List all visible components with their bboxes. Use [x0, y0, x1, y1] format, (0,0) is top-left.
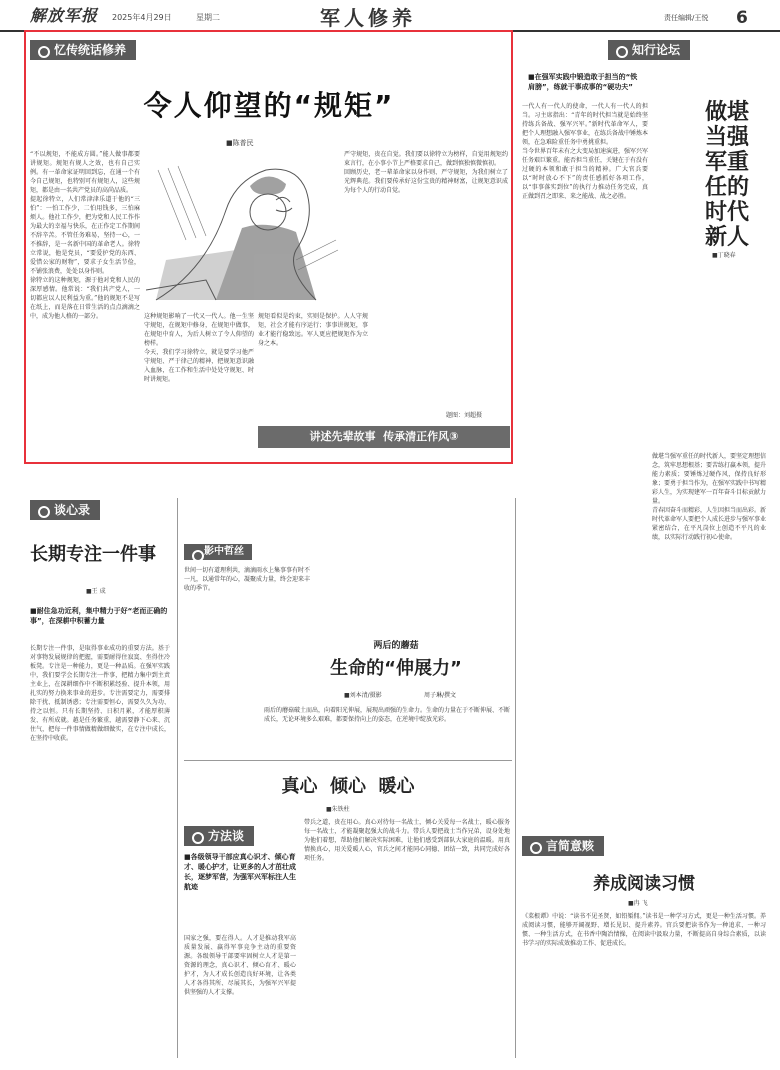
photo-title: 生命的“伸展力”	[330, 658, 462, 679]
feature-paragraph-6: 规矩看似是约束，实则是保护。人人守规矩，社会才能有序运行；事事讲规矩，事业才能行稳致远。军人更应把规矩作为立身之本。	[258, 313, 368, 347]
column-divider	[515, 498, 516, 1058]
feature-paragraph-2: 提起徐特立，人们常津津乐道于他的“三怕”：一怕工作少，二怕用钱多，三怕麻烦人。他社工作少，把为党和人民工作作为最大的幸福与快乐，在正作定工作期间不辞辛苦。不管任务难易，坚持一心，一不推辞，是一名新中国的革命老人。徐特立常说，他是党员，“要爱护党的东西、爱惜公家的财物”，要求子女生活节俭，不铺张浪费，处处以身作则。	[30, 196, 140, 275]
feature-title: 令人仰望的“规矩”	[143, 89, 395, 122]
forum-paragraph: 做堪当强军重任的时代新人，要坚定理想信念，筑牢思想根基；要苦练打赢本领，提升能力素质；要锤炼过硬作风，保持良好形象；要勇于担当作为，在强军实践中书写精彩人生，为实现建军一百年奋斗目标贡献力量。	[652, 453, 766, 505]
forum-title-line: 军重	[704, 150, 749, 175]
essay-body: 带兵之道，贵在用心。真心对待每一名战士，倾心关爱每一名战士，暖心服务每一名战士，才能凝聚起强大的战斗力。带兵人要把战士当作兄弟，设身处地为他们着想，帮助他们解决实际困难，让他们感受到部队大家庭的温暖。用真情换真心，用关爱暖人心，官兵之间才能同心同德、团结一致，共同完成好各项任务。	[304, 819, 510, 862]
talk-title: 长期专注一件事	[30, 544, 156, 565]
forum-title-line: 时代	[704, 200, 749, 225]
feature-illustration	[146, 150, 340, 310]
editor-credit: 责任编辑/王悦	[664, 14, 709, 22]
section-tag-method: 方法谈	[184, 826, 254, 846]
forum-title-line: 当强	[704, 125, 749, 150]
forum-title-line: 新人	[704, 225, 749, 250]
section-tag-concise: 言简意赅	[522, 836, 604, 856]
forum-paragraph: 青春因奋斗而精彩，人生因担当而出彩。新时代革命军人要把个人成长进步与强军事业紧密结合，在平凡岗位上创造不平凡的业绩，以实际行动践行初心使命。	[652, 507, 766, 541]
section-title: 军人修养	[320, 6, 416, 30]
essay-title: 真心 倾心 暖心	[281, 776, 415, 797]
feature-paragraph-5: 今天，我们学习徐特立，就是要学习他严守规矩、严于律己的精神，把规矩意识融入血脉，在工作和生活中处处守规矩、时时讲规矩。	[144, 349, 254, 383]
feature-paragraph-8: 回顾历史，老一辈革命家以身作则、严守规矩，为我们树立了光辉典范。我们要传承好这份宝贵的精神财富，让规矩意识成为每个人的行动自觉。	[344, 169, 508, 194]
photo-writer: 周子琳/撰文	[424, 692, 457, 699]
masthead	[0, 0, 780, 32]
feature-column-2	[144, 312, 254, 458]
forum-paragraph: 一代人有一代人的使命，一代人有一代人的担当。习主席指出：“青年的时代担当就是始终坚持练兵备战、强军兴军。”新时代革命军人，要把个人理想融入强军事业，在练兵备战中锤炼本领，在急难险重任务中勇挑重担。	[522, 103, 648, 146]
talk-author: ■王 成	[86, 588, 106, 595]
section-tag-photo-wisdom: 影中哲丝	[184, 544, 252, 560]
feature-paragraph-7: 严守规矩，贵在自觉。我们要以徐特立为榜样，自觉用规矩约束言行，在小事小节上严格要求自己，做到慎独慎微慎初。	[344, 151, 508, 167]
forum-paragraph: 当今世界百年未有之大变局加速演进，强军兴军任务艰巨繁重。能否担当重任，关键在于有没有过硬的本领和敢于担当的精神。广大官兵要以“时时放心不下”的责任感抓好各项工作，以“事事落实到位”的执行力推动任务完成，真正做到召之即来、来之能战、战之必胜。	[522, 148, 648, 200]
talk-body: 长期专注一件事，是取得事业成功的重要方法。基于对事物发展规律的把握，需要耐得住寂寞、坐得住冷板凳。专注是一种能力，更是一种品质。在强军实践中，我们要学会长期专注一件事，把精力集中到主责主业上，在深耕细作中不断积累经验、提升本领，用扎实的努力换来事业的进步。专注需要定力，需要排除干扰、抵制诱惑；专注需要恒心，需要久久为功、持之以恒。只有长期坚持、日积月累，才能厚积薄发、有所成就。越是任务繁重，越需要静下心来、沉住气，把每一件事情做精做细做实，在专注中成长，在坚持中收获。	[30, 645, 170, 742]
forum-title-line: 做堪	[704, 100, 749, 125]
forum-column-2	[652, 452, 766, 810]
page-number: 6	[736, 8, 748, 28]
forum-author: ■丁晓春	[712, 252, 736, 259]
column-divider	[177, 498, 178, 1058]
feature-image-credit: 题图：刘超摄	[446, 412, 483, 419]
method-subhead: ■各级领导干部应真心识才、倾心育才、暖心护才，让更多的人才茁壮成长，逐梦军营，为强军兴军标注人生航迹	[184, 853, 296, 891]
series-caption-banner: 讲述先辈故事 传承清正作风③	[258, 426, 510, 448]
feature-column-1	[30, 150, 140, 448]
talk-subhead: ■耐住急功近利，集中精力于好“老而正确的事”，在深耕中积蓄力量	[30, 607, 168, 625]
method-body: 国家之强，要在得人。人才是推动我军高质量发展、赢得军事竞争主动的重要资源。各级领导干部要牢固树立人才是第一资源的理念，真心识才、倾心育才、暖心护才，为人才成长创造良好环境，让各类人才各得其所、尽展其长，为强军兴军提供坚强的人才支撑。	[184, 935, 296, 996]
forum-title	[700, 100, 754, 250]
portrait-sketch-icon	[146, 150, 340, 310]
feature-column-4	[344, 150, 508, 422]
section-tag-tradition: 忆传统话修养	[30, 40, 136, 60]
feature-paragraph-4: 这种规矩影响了一代又一代人。他一生坚守规矩，在规矩中修身，在规矩中做事，在规矩中育人，为后人树立了令人仰望的榜样。	[144, 313, 254, 347]
feature-paragraph-3: 徐特立的这种规矩，源于他对党和人民的深厚感情。他常说：“我们共产党人，一切都应以人民利益为重。”他的规矩不是写在纸上，而是落在日常生活的点点滴滴之中，成为他人格的一部分。	[30, 277, 140, 320]
forum-title-line: 任的	[704, 175, 749, 200]
section-tag-talk: 谈心录	[30, 500, 100, 520]
photo-wisdom-body: 世间一切有道理利共，滴滴雨水上集事事有时不一凡，以通常年的心，凝聚成力量，终会迎来丰收的季节。	[184, 567, 310, 592]
photo-small-title: 两后的蘑菇	[373, 641, 419, 651]
feature-paragraph-1: “不以规矩，不能成方圆。”能人做事都要讲规矩。规矩有规人之效，也有自己实例。有一革命家证明回到忘，在通一个有今自己规矩，也特别可有规矩人，这些规矩，都是由一名共产党员的高尚品质。	[30, 151, 140, 194]
essay-author: ■朱铁柱	[326, 806, 350, 813]
habit-body: 《菜根谭》中说：“读书不见圣贤，如铅椠佣。”读书是一种学习方式，更是一种生活习惯。养成阅读习惯，能够开阔视野、增长见识、提升素养。官兵要把读书作为一种追求、一种习惯、一种生活方式，在书香中陶冶情操，在阅读中汲取力量，不断提高自身综合素质，以读书学习的实际成效推动工作、促进成长。	[522, 913, 766, 947]
issue-date: 2025年4月29日	[112, 13, 172, 22]
section-tag-forum: 知行论坛	[608, 40, 690, 60]
habit-author: ■冉 飞	[628, 900, 648, 907]
forum-subhead: ■在强军实践中锻造敢于担当的“铁肩膀”，练就干事成事的“硬功夫”	[528, 73, 638, 91]
section-divider	[184, 760, 512, 761]
photo-author: ■刘本清/摄影	[344, 692, 382, 699]
issue-weekday: 星期二	[196, 13, 220, 22]
photo-body: 雨后的蘑菇破土而出，向着阳光伸展，展现出顽强的生命力。生命的力量在于不断伸展、不断成长，无论环境多么艰难，都要保持向上的姿态，在逆境中绽放光彩。	[264, 707, 510, 723]
newspaper-logo: 解放军报	[30, 6, 99, 25]
habit-title: 养成阅读习惯	[593, 874, 695, 894]
feature-author: ■陈普民	[226, 139, 254, 147]
forum-column-1	[522, 102, 648, 812]
